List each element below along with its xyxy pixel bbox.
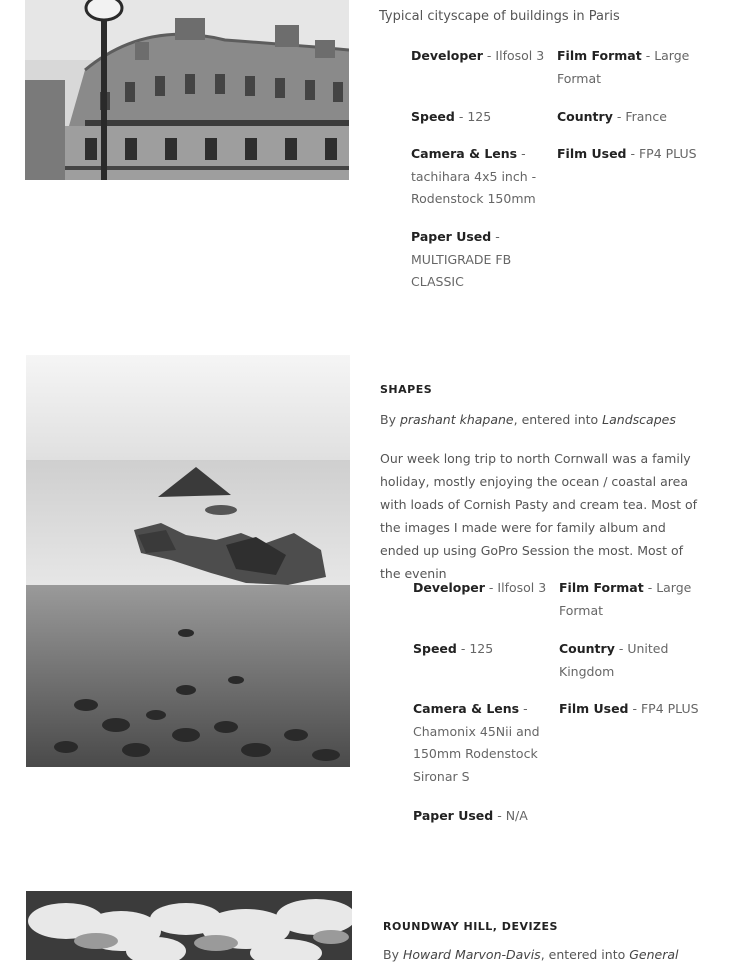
- spec-value: France: [625, 109, 667, 124]
- spec-label: Film Used: [557, 146, 627, 161]
- spec-camera-lens: Camera & Lens - tachihara 4x5 inch - Rodenstock 150mm: [411, 146, 537, 206]
- spec-label: Paper Used: [413, 808, 494, 823]
- byline-mid: , entered into: [540, 947, 626, 962]
- category-link[interactable]: General: [629, 947, 679, 962]
- spec-value: Ilfosol 3: [495, 48, 545, 63]
- spec-value: 125: [469, 641, 494, 656]
- byline-prefix: By: [380, 412, 396, 427]
- entry-title[interactable]: ROUNDWAY HILL, DEVIZES: [383, 920, 558, 933]
- spec-value: N/A: [505, 808, 528, 823]
- photo-roundway-hill-clouds[interactable]: [26, 891, 352, 960]
- spec-value: Ilfosol 3: [497, 580, 547, 595]
- spec-label: Film Used: [559, 701, 629, 716]
- spec-developer: Developer - Ilfosol 3: [411, 48, 545, 63]
- spec-value: FP4 PLUS: [638, 146, 697, 161]
- spec-value: 125: [467, 109, 492, 124]
- spec-developer: Developer - Ilfosol 3: [413, 580, 547, 595]
- spec-film-used: Film Used - FP4 PLUS: [559, 701, 699, 716]
- spec-label: Speed: [411, 109, 455, 124]
- spec-speed: Speed - 125: [413, 641, 494, 656]
- spec-film-used: Film Used - FP4 PLUS: [557, 146, 697, 161]
- spec-camera-lens: Camera & Lens - Chamonix 45Nii and 150mm Rodenstock Sironar S: [413, 701, 540, 784]
- spec-label: Paper Used: [411, 229, 492, 244]
- photo-caption: Typical cityscape of buildings in Paris: [379, 9, 620, 24]
- spec-label: Speed: [413, 641, 457, 656]
- author-link[interactable]: prashant khapane: [399, 412, 514, 427]
- spec-film-format: Film Format - Large Format: [557, 48, 690, 86]
- spec-country: Country - France: [557, 109, 667, 124]
- spec-country: Country - United Kingdom: [559, 641, 669, 679]
- spec-label: Camera & Lens: [413, 701, 520, 716]
- author-link[interactable]: Howard Marvon-Davis: [402, 947, 541, 962]
- clouds-image: [26, 891, 352, 960]
- spec-speed: Speed - 125: [411, 109, 492, 124]
- spec-label: Developer: [413, 580, 485, 595]
- entry-title[interactable]: SHAPES: [380, 383, 433, 396]
- spec-paper-used: Paper Used - MULTIGRADE FB CLASSIC: [411, 229, 512, 289]
- spec-value: MULTIGRADE FB CLASSIC: [411, 251, 512, 289]
- spec-film-format: Film Format - Large Format: [559, 580, 692, 618]
- spec-value: FP4 PLUS: [640, 701, 699, 716]
- spec-label: Film Format: [557, 48, 642, 63]
- entry-description: Our week long trip to north Cornwall was a family holiday, mostly enjoying the ocean / coastal area with loads of Cornish Pasty and cream tea. Most of the images I made were for family album and ended up using GoPro Session the most. Most of the evenin: [380, 451, 698, 581]
- spec-label: Camera & Lens: [411, 146, 518, 161]
- spec-label: Country: [559, 641, 615, 656]
- spec-value: Large Format: [557, 48, 690, 86]
- spec-label: Film Format: [559, 580, 644, 595]
- spec-paper-used: Paper Used - N/A: [413, 808, 528, 823]
- spec-value: tachihara 4x5 inch - Rodenstock 150mm: [411, 168, 537, 206]
- spec-label: Country: [557, 109, 613, 124]
- byline-prefix: By: [383, 947, 399, 962]
- spec-label: Developer: [411, 48, 483, 63]
- spec-value: Large Format: [559, 580, 692, 618]
- spec-value: United Kingdom: [559, 641, 669, 679]
- byline-mid: , entered into: [513, 412, 599, 427]
- category-link[interactable]: Landscapes: [602, 412, 676, 427]
- spec-value: Chamonix 45Nii and 150mm Rodenstock Sironar S: [413, 723, 540, 784]
